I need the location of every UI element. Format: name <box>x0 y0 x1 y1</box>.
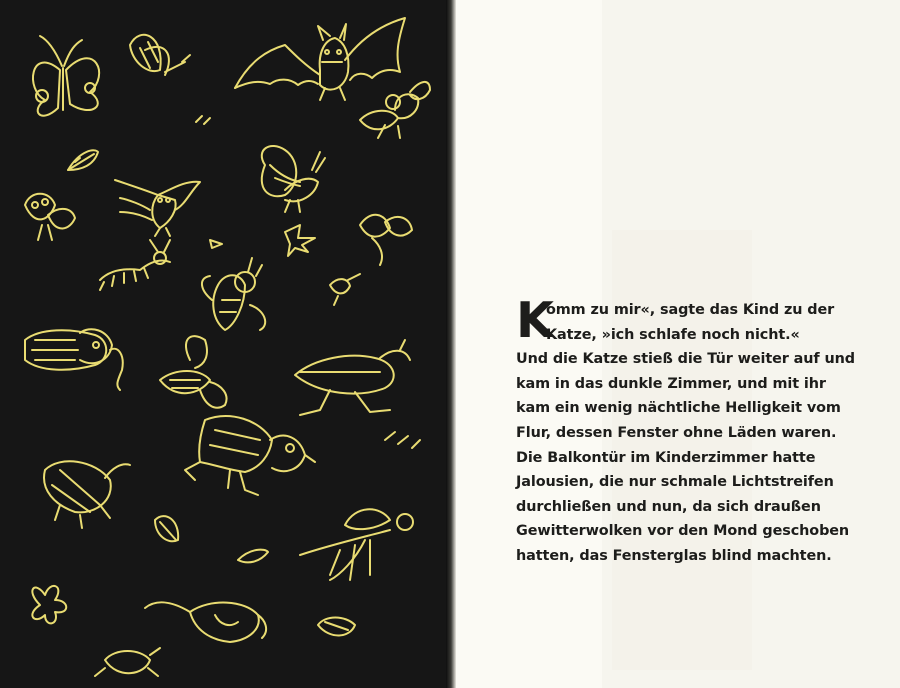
bird-icon <box>185 416 315 495</box>
leaf-icon <box>285 225 315 256</box>
story-line: Gewitterwolken vor den Mond geschoben <box>516 523 850 540</box>
tiny-fly-icon <box>196 116 210 124</box>
butterfly-icon <box>33 36 99 116</box>
beetle-icon <box>44 461 130 528</box>
beetle-icon <box>25 329 123 390</box>
leaf-icon <box>68 150 98 170</box>
grasshopper-icon <box>295 340 410 415</box>
owl-icon <box>115 180 200 236</box>
drop-cap: K <box>516 292 554 349</box>
moth-icon <box>360 215 412 265</box>
mouse-icon <box>145 602 266 642</box>
fly-icon <box>330 274 360 305</box>
story-line: Flur, dessen Fenster ohne Läden waren. <box>516 424 837 441</box>
bat-icon <box>235 18 405 100</box>
story-line: omm zu mir«, sagte das Kind zu der <box>546 302 835 318</box>
butterfly-icon <box>25 194 75 240</box>
beetle-icon <box>318 618 355 636</box>
fly-icon <box>360 82 430 138</box>
story-line: kam in das dunkle Zimmer, und mit ihr <box>516 375 826 392</box>
butterfly-icon <box>262 146 325 212</box>
right-page-text <box>452 0 900 688</box>
story-line: hatten, das Fensterglas blind machten. <box>516 547 832 564</box>
story-line: durchließen und nun, da sich draußen <box>516 498 821 515</box>
story-line: kam ein wenig nächtliche Helligkeit vom <box>516 400 841 417</box>
dragonfly-icon <box>300 509 413 580</box>
tiny-flies-icon <box>385 432 420 448</box>
story-line: Und die Katze stieß die Tür weiter auf und <box>516 351 855 368</box>
leaf-icon <box>32 586 66 623</box>
leaf-icon <box>155 516 178 541</box>
bee-icon <box>160 336 227 408</box>
story-line: Katze, »ich schlafe noch nicht.« <box>546 326 800 343</box>
tiny-leaf-icon <box>210 240 222 248</box>
story-line: Jalousien, die nur schmale Lichtstreifen <box>516 474 834 491</box>
book-gutter <box>446 0 456 688</box>
story-paragraph <box>516 292 856 569</box>
bee-icon <box>202 258 265 330</box>
leaf-icon <box>238 550 268 563</box>
story-line: Die Balkontür im Kinderzimmer hatte <box>516 449 816 466</box>
moth-icon <box>130 35 190 75</box>
caterpillar-icon <box>100 240 170 290</box>
beetle-icon <box>95 648 160 676</box>
